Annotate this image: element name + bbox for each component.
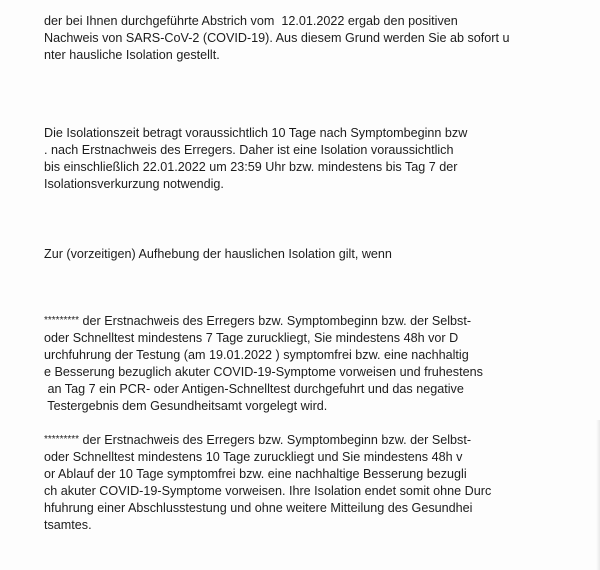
paragraph-condition-no-test bbox=[44, 431, 592, 534]
paragraph-early-release-intro bbox=[44, 246, 592, 263]
text-line-content: der Erstnachweis des Erregers bzw. Symptombeginn bzw. der Selbst- bbox=[79, 433, 472, 447]
paragraph-condition-test bbox=[44, 312, 592, 415]
text-line: Die Isolationszeit betragt voraussichtlich 10 Tage nach Symptombeginn bzw bbox=[44, 126, 468, 140]
text-line: nter hausliche Isolation gestellt. bbox=[44, 48, 220, 62]
text-line: an Tag 7 ein PCR- oder Antigen-Schnelltest durchgefuhrt und das negative bbox=[44, 382, 464, 396]
text-line: urchfuhrung der Testung (am 19.01.2022 ) symptomfrei bzw. eine nachhaltig bbox=[44, 348, 469, 362]
text-line: oder Schnelltest mindestens 10 Tage zuruckliegt und Sie mindestens 48h v bbox=[44, 450, 463, 464]
text-line bbox=[44, 312, 592, 330]
text-line: or Ablauf der 10 Tage symptomfrei bzw. eine nachhaltige Besserung bezugli bbox=[44, 467, 467, 481]
text-line: ch akuter COVID-19-Symptome vorweisen. Ihre Isolation endet somit ohne Durc bbox=[44, 484, 492, 498]
text-line: tsamtes. bbox=[44, 518, 92, 532]
text-line-content: der Erstnachweis des Erregers bzw. Symptombeginn bzw. der Selbst- bbox=[79, 314, 472, 328]
placeholder-marker: ********* bbox=[44, 434, 80, 445]
page-edge-shadow bbox=[596, 420, 600, 570]
text-line: bis einschließlich 22.01.2022 um 23:59 Uhr bzw. mindestens bis Tag 7 der bbox=[44, 160, 458, 174]
text-line: hfuhrung einer Abschlusstestung und ohne weitere Mitteilung des Gesundhei bbox=[44, 501, 473, 515]
text-line: oder Schnelltest mindestens 7 Tage zuruckliegt, Sie mindestens 48h vor D bbox=[44, 331, 459, 345]
text-line: Isolationsverkurzung notwendig. bbox=[44, 177, 224, 191]
text-line: der bei Ihnen durchgeführte Abstrich vom 12.01.2022 ergab den positiven bbox=[44, 14, 458, 28]
text-line: Zur (vorzeitigen) Aufhebung der hauslichen Isolation gilt, wenn bbox=[44, 247, 392, 261]
text-line: e Besserung bezuglich akuter COVID-19-Symptome vorweisen und fruhestens bbox=[44, 365, 483, 379]
text-line: Nachweis von SARS-CoV-2 (COVID-19). Aus diesem Grund werden Sie ab sofort u bbox=[44, 31, 510, 45]
text-line: . nach Erstnachweis des Erregers. Daher ist eine Isolation voraussichtlich bbox=[44, 143, 454, 157]
text-line: Testergebnis dem Gesundheitsamt vorgelegt wird. bbox=[44, 399, 328, 413]
placeholder-marker: ********* bbox=[44, 315, 80, 326]
text-line bbox=[44, 431, 592, 449]
paragraph-isolation-period bbox=[44, 125, 592, 193]
paragraph-test-result bbox=[44, 13, 592, 64]
